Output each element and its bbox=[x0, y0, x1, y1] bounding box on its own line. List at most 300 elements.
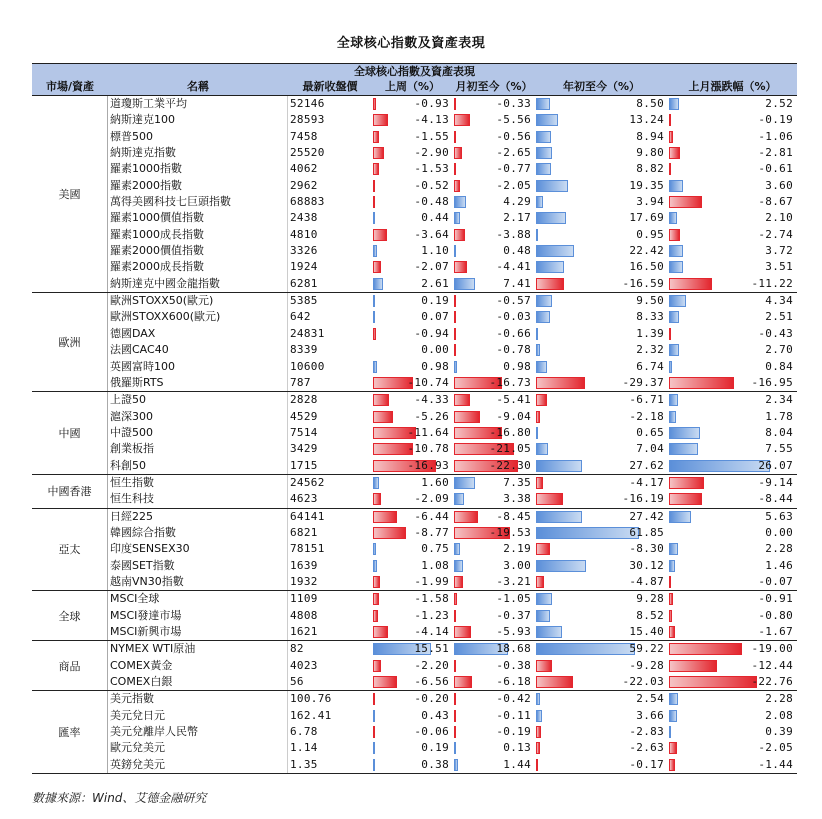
ytd-bar bbox=[536, 759, 538, 771]
asset-name: 英鎊兌美元 bbox=[108, 757, 288, 773]
market-group bbox=[32, 641, 797, 691]
table-row bbox=[108, 210, 797, 226]
week-bar bbox=[373, 261, 381, 273]
week-cell bbox=[372, 658, 453, 674]
week-cell bbox=[372, 276, 453, 292]
mtd-bar bbox=[454, 726, 456, 738]
week-cell bbox=[372, 708, 453, 724]
lm-value: -0.80 bbox=[758, 608, 793, 622]
ytd-value: 61.85 bbox=[629, 525, 664, 539]
asset-name: 上證50 bbox=[108, 392, 288, 408]
week-value: 1.08 bbox=[421, 558, 449, 572]
week-cell bbox=[372, 293, 453, 309]
close-price: 787 bbox=[290, 375, 311, 389]
mtd-cell bbox=[453, 425, 535, 441]
table-row bbox=[108, 276, 797, 292]
mtd-bar bbox=[454, 114, 470, 126]
week-cell bbox=[372, 608, 453, 624]
mtd-bar bbox=[454, 660, 456, 672]
week-value: -0.52 bbox=[414, 178, 449, 192]
mtd-value: 18.68 bbox=[496, 642, 531, 656]
close-price: 6281 bbox=[290, 276, 318, 290]
lm-cell bbox=[668, 309, 797, 325]
week-cell bbox=[372, 392, 453, 408]
ytd-bar bbox=[536, 676, 573, 688]
mtd-value: -16.73 bbox=[489, 375, 531, 389]
mtd-cell bbox=[453, 740, 535, 756]
close-price: 4529 bbox=[290, 409, 318, 423]
lm-cell bbox=[668, 525, 797, 541]
ytd-value: -6.71 bbox=[629, 393, 664, 407]
week-value: 0.19 bbox=[421, 294, 449, 308]
asset-name: 滬深300 bbox=[108, 409, 288, 425]
header-week: 上周（%） bbox=[384, 80, 441, 93]
asset-name: 泰國SET指數 bbox=[108, 558, 288, 574]
lm-value: 2.28 bbox=[765, 692, 793, 706]
mtd-bar bbox=[454, 710, 456, 722]
ytd-cell bbox=[535, 674, 668, 690]
mtd-bar bbox=[454, 560, 463, 572]
mtd-bar bbox=[454, 163, 456, 175]
ytd-value: 3.94 bbox=[636, 195, 664, 209]
mtd-cell bbox=[453, 574, 535, 590]
close-price: 64141 bbox=[290, 509, 325, 523]
week-value: -5.26 bbox=[414, 409, 449, 423]
ytd-cell bbox=[535, 178, 668, 194]
table-row bbox=[108, 326, 797, 342]
lm-value: 2.70 bbox=[765, 343, 793, 357]
lm-cell bbox=[668, 96, 797, 112]
asset-name: MSCI發達市場 bbox=[108, 608, 288, 624]
lm-value: -1.67 bbox=[758, 625, 793, 638]
market-label: 全球 bbox=[32, 591, 108, 640]
table-row bbox=[108, 641, 797, 657]
lm-cell bbox=[668, 574, 797, 590]
week-cell bbox=[372, 691, 453, 707]
mtd-cell bbox=[453, 491, 535, 507]
market-label: 美國 bbox=[32, 96, 108, 292]
ytd-bar bbox=[536, 543, 550, 555]
week-cell bbox=[372, 525, 453, 541]
ytd-cell bbox=[535, 475, 668, 491]
close-price: 4623 bbox=[290, 492, 318, 506]
lm-value: 0.00 bbox=[765, 525, 793, 539]
mtd-value: -8.45 bbox=[496, 509, 531, 523]
mtd-bar bbox=[454, 676, 472, 688]
mtd-bar bbox=[454, 576, 463, 588]
ytd-value: 1.39 bbox=[636, 326, 664, 340]
table-row bbox=[108, 658, 797, 674]
table-row bbox=[108, 309, 797, 325]
ytd-value: -16.19 bbox=[622, 492, 664, 506]
ytd-value: 2.32 bbox=[636, 343, 664, 357]
lm-value: 3.72 bbox=[765, 244, 793, 258]
market-label: 中國 bbox=[32, 392, 108, 474]
ytd-value: 22.42 bbox=[629, 244, 664, 258]
mtd-value: 2.19 bbox=[503, 542, 531, 556]
close-price: 2438 bbox=[290, 211, 318, 225]
lm-bar bbox=[669, 576, 671, 588]
ytd-cell bbox=[535, 525, 668, 541]
ytd-value: -2.63 bbox=[629, 741, 664, 755]
mtd-cell bbox=[453, 441, 535, 457]
week-cell bbox=[372, 740, 453, 756]
ytd-bar bbox=[536, 493, 563, 505]
week-cell bbox=[372, 129, 453, 145]
week-value: 0.75 bbox=[421, 542, 449, 556]
week-value: -2.07 bbox=[414, 260, 449, 274]
lm-bar bbox=[669, 759, 675, 771]
lm-value: 5.63 bbox=[765, 509, 793, 523]
lm-value: 2.08 bbox=[765, 708, 793, 722]
week-bar bbox=[373, 527, 406, 539]
mtd-bar bbox=[454, 511, 478, 523]
ytd-cell bbox=[535, 259, 668, 275]
ytd-value: 8.33 bbox=[636, 310, 664, 324]
lm-cell bbox=[668, 259, 797, 275]
close-price: 25520 bbox=[290, 146, 325, 160]
week-cell bbox=[372, 259, 453, 275]
ytd-cell bbox=[535, 145, 668, 161]
lm-value: 2.28 bbox=[765, 542, 793, 556]
asset-name: 羅素1000價值指數 bbox=[108, 210, 288, 226]
asset-name: 科創50 bbox=[108, 458, 288, 474]
lm-cell bbox=[668, 558, 797, 574]
ytd-bar bbox=[536, 593, 552, 605]
mtd-value: -0.38 bbox=[496, 658, 531, 672]
ytd-cell bbox=[535, 409, 668, 425]
lm-bar bbox=[669, 261, 683, 273]
lm-cell bbox=[668, 145, 797, 161]
lm-cell bbox=[668, 375, 797, 391]
close-price: 1932 bbox=[290, 574, 318, 588]
asset-name: 羅素2000價值指數 bbox=[108, 243, 288, 259]
ytd-value: 0.65 bbox=[636, 425, 664, 439]
lm-bar bbox=[669, 460, 770, 472]
lm-bar bbox=[669, 543, 678, 555]
asset-name: 法國CAC40 bbox=[108, 342, 288, 358]
close-price: 6821 bbox=[290, 525, 318, 539]
table-row bbox=[108, 708, 797, 724]
lm-value: 1.46 bbox=[765, 558, 793, 572]
lm-cell bbox=[668, 608, 797, 624]
lm-value: 2.52 bbox=[765, 97, 793, 110]
close-price: 68883 bbox=[290, 195, 325, 209]
lm-bar bbox=[669, 131, 673, 143]
ytd-bar bbox=[536, 710, 542, 722]
week-value: -1.53 bbox=[414, 162, 449, 176]
mtd-cell bbox=[453, 161, 535, 177]
header-last-month: 上月漲跌幅（%） bbox=[688, 80, 777, 93]
lm-value: -0.43 bbox=[758, 326, 793, 340]
mtd-value: -0.42 bbox=[496, 692, 531, 706]
ytd-value: 7.04 bbox=[636, 442, 664, 456]
asset-name: 標普500 bbox=[108, 129, 288, 145]
close-price: 10600 bbox=[290, 359, 325, 373]
lm-cell bbox=[668, 757, 797, 773]
close-price: 2962 bbox=[290, 178, 318, 192]
mtd-value: -0.11 bbox=[496, 708, 531, 722]
mtd-bar bbox=[454, 196, 466, 208]
table-row bbox=[108, 145, 797, 161]
week-cell bbox=[372, 227, 453, 243]
mtd-bar bbox=[454, 131, 456, 143]
mtd-bar bbox=[454, 261, 467, 273]
lm-bar bbox=[669, 245, 683, 257]
lm-cell bbox=[668, 425, 797, 441]
lm-bar bbox=[669, 163, 671, 175]
table-row bbox=[108, 194, 797, 210]
ytd-cell bbox=[535, 326, 668, 342]
lm-value: -0.07 bbox=[758, 574, 793, 588]
mtd-value: 0.98 bbox=[503, 359, 531, 373]
mtd-value: -0.37 bbox=[496, 608, 531, 622]
week-value: 15.51 bbox=[414, 642, 449, 656]
ytd-cell bbox=[535, 194, 668, 210]
ytd-cell bbox=[535, 574, 668, 590]
mtd-value: 4.29 bbox=[503, 195, 531, 209]
lm-value: -0.91 bbox=[758, 592, 793, 606]
week-bar bbox=[373, 660, 381, 672]
mtd-bar bbox=[454, 245, 456, 257]
table-title: 全球核心指數及資產表現 bbox=[32, 63, 797, 79]
mtd-cell bbox=[453, 541, 535, 557]
week-bar bbox=[373, 560, 377, 572]
lm-bar bbox=[669, 344, 679, 356]
lm-cell bbox=[668, 708, 797, 724]
lm-cell bbox=[668, 740, 797, 756]
asset-name: NYMEX WTI原油 bbox=[108, 641, 288, 657]
close-price: 4023 bbox=[290, 658, 318, 672]
ytd-bar bbox=[536, 295, 552, 307]
week-value: 0.43 bbox=[421, 708, 449, 722]
table-row bbox=[108, 541, 797, 557]
lm-value: -8.67 bbox=[758, 195, 793, 209]
week-value: -16.93 bbox=[407, 458, 449, 472]
lm-bar bbox=[669, 377, 734, 389]
mtd-value: -5.41 bbox=[496, 393, 531, 407]
close-price: 7458 bbox=[290, 129, 318, 143]
ytd-cell bbox=[535, 558, 668, 574]
market-group bbox=[32, 591, 797, 641]
week-value: -2.09 bbox=[414, 492, 449, 506]
ytd-bar bbox=[536, 511, 582, 523]
ytd-bar bbox=[536, 693, 540, 705]
week-cell bbox=[372, 724, 453, 740]
asset-name: 道瓊斯工業平均 bbox=[108, 96, 288, 112]
week-value: 0.19 bbox=[421, 741, 449, 755]
mtd-cell bbox=[453, 475, 535, 491]
mtd-cell bbox=[453, 558, 535, 574]
asset-name: 羅素1000成長指數 bbox=[108, 227, 288, 243]
market-group bbox=[32, 691, 797, 774]
mtd-cell bbox=[453, 525, 535, 541]
ytd-cell bbox=[535, 641, 668, 657]
asset-name: 美元指數 bbox=[108, 691, 288, 707]
table-row bbox=[108, 509, 797, 525]
ytd-bar bbox=[536, 443, 548, 455]
week-bar bbox=[373, 610, 378, 622]
ytd-cell bbox=[535, 276, 668, 292]
ytd-cell bbox=[535, 757, 668, 773]
ytd-cell bbox=[535, 129, 668, 145]
asset-name: 恒生科技 bbox=[108, 491, 288, 507]
week-value: -4.33 bbox=[414, 393, 449, 407]
mtd-cell bbox=[453, 210, 535, 226]
table-row bbox=[108, 608, 797, 624]
table-row bbox=[108, 425, 797, 441]
ytd-cell bbox=[535, 541, 668, 557]
mtd-value: 3.00 bbox=[503, 558, 531, 572]
performance-table bbox=[32, 63, 797, 774]
week-cell bbox=[372, 541, 453, 557]
ytd-bar bbox=[536, 626, 562, 638]
mtd-value: -0.19 bbox=[496, 725, 531, 739]
lm-bar bbox=[669, 394, 678, 406]
week-bar bbox=[373, 394, 389, 406]
ytd-value: 8.94 bbox=[636, 129, 664, 143]
ytd-value: 8.50 bbox=[636, 97, 664, 110]
lm-value: -22.76 bbox=[751, 675, 793, 689]
week-value: 0.00 bbox=[421, 343, 449, 357]
week-value: -4.13 bbox=[414, 113, 449, 127]
close-price: 100.76 bbox=[290, 692, 332, 706]
asset-name: 德國DAX bbox=[108, 326, 288, 342]
asset-name: 創業板指 bbox=[108, 441, 288, 457]
table-row bbox=[108, 591, 797, 607]
lm-cell bbox=[668, 691, 797, 707]
lm-value: -2.74 bbox=[758, 227, 793, 241]
mtd-cell bbox=[453, 112, 535, 128]
mtd-value: -2.05 bbox=[496, 178, 531, 192]
week-cell bbox=[372, 574, 453, 590]
market-label: 亞太 bbox=[32, 509, 108, 591]
week-bar bbox=[373, 163, 379, 175]
lm-bar bbox=[669, 98, 679, 110]
week-cell bbox=[372, 491, 453, 507]
mtd-value: -5.56 bbox=[496, 113, 531, 127]
ytd-value: 13.24 bbox=[629, 113, 664, 127]
mtd-cell bbox=[453, 409, 535, 425]
mtd-value: -3.21 bbox=[496, 574, 531, 588]
market-group bbox=[32, 293, 797, 392]
asset-name: 羅素1000指數 bbox=[108, 161, 288, 177]
mtd-value: -22.30 bbox=[489, 458, 531, 472]
week-value: 0.44 bbox=[421, 211, 449, 225]
table-row bbox=[108, 375, 797, 391]
mtd-cell bbox=[453, 674, 535, 690]
week-bar bbox=[373, 543, 376, 555]
column-header-row bbox=[32, 79, 797, 96]
asset-name: COMEX白銀 bbox=[108, 674, 288, 690]
mtd-bar bbox=[454, 626, 471, 638]
close-price: 4062 bbox=[290, 162, 318, 176]
market-label: 中國香港 bbox=[32, 475, 108, 508]
lm-bar bbox=[669, 114, 671, 126]
mtd-cell bbox=[453, 509, 535, 525]
mtd-value: -6.18 bbox=[496, 675, 531, 689]
week-bar bbox=[373, 147, 384, 159]
lm-cell bbox=[668, 491, 797, 507]
asset-name: 韓國綜合指數 bbox=[108, 525, 288, 541]
lm-bar bbox=[669, 196, 702, 208]
week-cell bbox=[372, 326, 453, 342]
close-price: 24562 bbox=[290, 475, 325, 489]
ytd-bar bbox=[536, 560, 586, 572]
ytd-cell bbox=[535, 243, 668, 259]
asset-name: 納斯達克100 bbox=[108, 112, 288, 128]
table-row bbox=[108, 227, 797, 243]
close-price: 1.35 bbox=[290, 757, 318, 771]
week-value: -1.55 bbox=[414, 129, 449, 143]
week-value: -0.06 bbox=[414, 725, 449, 739]
asset-name: 歐洲STOXX600(歐元) bbox=[108, 309, 288, 325]
week-value: 0.38 bbox=[421, 757, 449, 771]
ytd-value: -2.83 bbox=[629, 725, 664, 739]
table-row bbox=[108, 757, 797, 773]
asset-name: 越南VN30指數 bbox=[108, 574, 288, 590]
ytd-cell bbox=[535, 691, 668, 707]
mtd-bar bbox=[454, 411, 480, 423]
lm-bar bbox=[669, 593, 673, 605]
ytd-bar bbox=[536, 180, 568, 192]
mtd-cell bbox=[453, 375, 535, 391]
week-cell bbox=[372, 96, 453, 112]
mtd-bar bbox=[454, 328, 456, 340]
week-cell bbox=[372, 194, 453, 210]
lm-cell bbox=[668, 541, 797, 557]
mtd-cell bbox=[453, 641, 535, 657]
mtd-value: -0.03 bbox=[496, 310, 531, 324]
mtd-value: -21.05 bbox=[489, 442, 531, 456]
mtd-value: -2.65 bbox=[496, 146, 531, 160]
mtd-bar bbox=[454, 180, 460, 192]
lm-cell bbox=[668, 624, 797, 640]
week-cell bbox=[372, 309, 453, 325]
ytd-value: -4.87 bbox=[629, 574, 664, 588]
lm-bar bbox=[669, 180, 683, 192]
lm-cell bbox=[668, 293, 797, 309]
lm-bar bbox=[669, 361, 672, 373]
close-price: 1621 bbox=[290, 625, 318, 638]
asset-name: 羅素2000指數 bbox=[108, 178, 288, 194]
week-cell bbox=[372, 161, 453, 177]
week-bar bbox=[373, 278, 383, 290]
ytd-cell bbox=[535, 210, 668, 226]
lm-cell bbox=[668, 392, 797, 408]
asset-name: 俄羅斯RTS bbox=[108, 375, 288, 391]
lm-bar bbox=[669, 626, 675, 638]
lm-value: -9.14 bbox=[758, 475, 793, 489]
ytd-value: 19.35 bbox=[629, 178, 664, 192]
close-price: 1924 bbox=[290, 260, 318, 274]
close-price: 1.14 bbox=[290, 741, 318, 755]
lm-cell bbox=[668, 591, 797, 607]
mtd-value: 7.41 bbox=[503, 276, 531, 290]
ytd-bar bbox=[536, 460, 582, 472]
week-cell bbox=[372, 509, 453, 525]
mtd-cell bbox=[453, 458, 535, 474]
lm-bar bbox=[669, 278, 712, 290]
mtd-bar bbox=[454, 493, 464, 505]
table-row bbox=[108, 674, 797, 690]
ytd-bar bbox=[536, 411, 540, 423]
mtd-value: -0.56 bbox=[496, 129, 531, 143]
lm-value: -11.22 bbox=[751, 276, 793, 290]
week-value: -1.99 bbox=[414, 574, 449, 588]
ytd-cell bbox=[535, 112, 668, 128]
week-bar bbox=[373, 180, 375, 192]
